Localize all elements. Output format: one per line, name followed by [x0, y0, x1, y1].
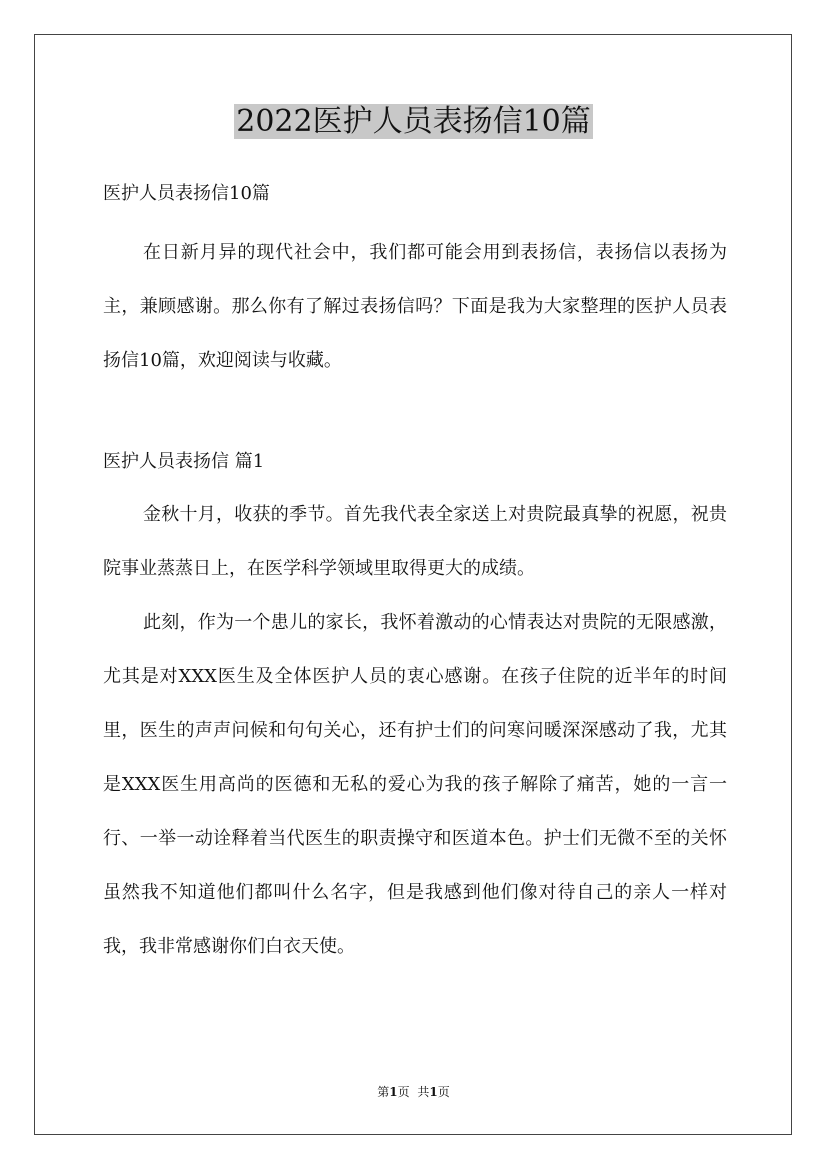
spacer — [103, 212, 727, 226]
spacer — [103, 388, 727, 444]
document-title-text: 2022医护人员表扬信10篇 — [236, 104, 591, 139]
page-number: 1 — [389, 1085, 398, 1099]
total-label-suffix: 页 — [437, 1085, 450, 1099]
total-label-prefix: 共 — [417, 1085, 430, 1099]
section-heading: 医护人员表扬信 篇1 — [103, 451, 265, 472]
page-label-suffix: 页 — [397, 1085, 410, 1099]
body-paragraph-1: 金秋十月，收获的季节。首先我代表全家送上对贵院最真挚的祝愿，祝贵院事业蒸蒸日上，在医学科学领域里取得更大的成绩。 — [103, 504, 727, 579]
document-subtitle: 医护人员表扬信10篇 — [103, 183, 270, 204]
document-body — [103, 176, 727, 974]
document-title — [0, 100, 827, 144]
spacer — [103, 480, 727, 488]
body-paragraph-2: 此刻，作为一个患儿的家长，我怀着激动的心情表达对贵院的无限感激，尤其是对XXX医生及全体医护人员的衷心感谢。在孩子住院的近半年的时间里，医生的声声问候和句句关心，还有护士们的问寒问暖深深感动了我，尤其是XXX医生用高尚的医德和无私的爱心为我的孩子解除了痛苦，她的一言一行、一举一动诠释着当代医生的职责操守和医道本色。护士们无微不至的关怀虽然我不知道他们都叫什么名字，但是我感到他们像对待自己的亲人一样对我，我非常感谢你们白衣天使。 — [103, 612, 727, 957]
page-footer — [0, 1084, 827, 1100]
intro-paragraph: 在日新月异的现代社会中，我们都可能会用到表扬信，表扬信以表扬为主，兼顾感谢。那么你有了解过表扬信吗？下面是我为大家整理的医护人员表扬信10篇，欢迎阅读与收藏。 — [103, 242, 727, 371]
page-label-prefix: 第 — [377, 1085, 390, 1099]
total-pages: 1 — [429, 1085, 438, 1099]
